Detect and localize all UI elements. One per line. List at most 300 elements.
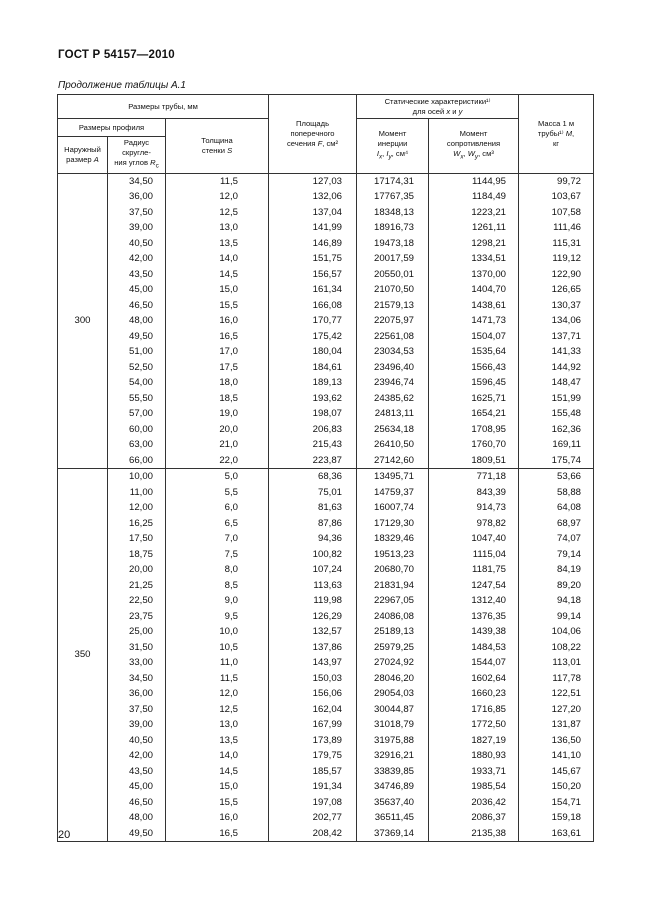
table-cell: 155,48 — [519, 406, 594, 422]
table-cell: 1312,40 — [429, 593, 519, 609]
table-cell: 1223,21 — [429, 205, 519, 221]
table-cell: 1504,07 — [429, 329, 519, 345]
table-cell: 1376,35 — [429, 609, 519, 625]
table-row — [58, 437, 594, 453]
table-cell: 23,75 — [108, 609, 166, 625]
table-row — [58, 717, 594, 733]
table-cell: 18,75 — [108, 547, 166, 563]
table-cell: 113,01 — [519, 655, 594, 671]
table-cell: 208,42 — [269, 826, 357, 842]
table-cell: 12,00 — [108, 500, 166, 516]
table-cell: 13495,71 — [357, 469, 429, 485]
table-cell: 17129,30 — [357, 516, 429, 532]
table-cell: 1625,71 — [429, 391, 519, 407]
table-cell: 16007,74 — [357, 500, 429, 516]
table-cell: 25979,25 — [357, 640, 429, 656]
table-cell: 81,63 — [269, 500, 357, 516]
table-cell: 66,00 — [108, 453, 166, 469]
table-cell: 1370,00 — [429, 267, 519, 283]
outer-size-cell: 300 — [58, 173, 108, 469]
table-cell: 1716,85 — [429, 702, 519, 718]
table-cell: 87,86 — [269, 516, 357, 532]
table-cell: 1566,43 — [429, 360, 519, 376]
table-cell: 37369,14 — [357, 826, 429, 842]
table-row — [58, 733, 594, 749]
table-cell: 36511,45 — [357, 810, 429, 826]
table-row — [58, 205, 594, 221]
table-cell: 141,10 — [519, 748, 594, 764]
table-cell: 1439,38 — [429, 624, 519, 640]
table-cell: 46,50 — [108, 298, 166, 314]
table-cell: 14,5 — [166, 764, 269, 780]
table-cell: 15,0 — [166, 282, 269, 298]
table-cell: 161,34 — [269, 282, 357, 298]
table-cell: 154,71 — [519, 795, 594, 811]
table-cell: 13,5 — [166, 733, 269, 749]
table-cell: 21579,13 — [357, 298, 429, 314]
table-row — [58, 453, 594, 469]
table-cell: 1880,93 — [429, 748, 519, 764]
table-cell: 119,98 — [269, 593, 357, 609]
table-cell: 117,78 — [519, 671, 594, 687]
table-cell: 20680,70 — [357, 562, 429, 578]
table-cell: 185,57 — [269, 764, 357, 780]
table-cell: 34,50 — [108, 671, 166, 687]
table-cell: 132,57 — [269, 624, 357, 640]
table-cell: 206,83 — [269, 422, 357, 438]
table-cell: 75,01 — [269, 485, 357, 501]
table-cell: 151,99 — [519, 391, 594, 407]
table-cell: 175,74 — [519, 453, 594, 469]
table-cell: 1144,95 — [429, 173, 519, 189]
table-cell: 22967,05 — [357, 593, 429, 609]
table-cell: 25189,13 — [357, 624, 429, 640]
table-cell: 1334,51 — [429, 251, 519, 267]
table-cell: 94,36 — [269, 531, 357, 547]
table-cell: 20017,59 — [357, 251, 429, 267]
table-cell: 1985,54 — [429, 779, 519, 795]
col-head-profile-sizes: Размеры профиля — [58, 119, 166, 137]
table-row — [58, 640, 594, 656]
table-row — [58, 578, 594, 594]
table-cell: 1596,45 — [429, 375, 519, 391]
table-cell: 49,50 — [108, 826, 166, 842]
col-head-mass: Масса 1 м трубы¹⁾ M, кг — [519, 95, 594, 174]
table-row — [58, 609, 594, 625]
table-cell: 39,00 — [108, 717, 166, 733]
table-cell: 43,50 — [108, 267, 166, 283]
table-cell: 7,5 — [166, 547, 269, 563]
table-cell: 189,13 — [269, 375, 357, 391]
table-cell: 1181,75 — [429, 562, 519, 578]
table-cell: 202,77 — [269, 810, 357, 826]
table-cell: 162,04 — [269, 702, 357, 718]
col-head-pipe-sizes: Размеры трубы, мм — [58, 95, 269, 119]
table-cell: 40,50 — [108, 236, 166, 252]
table-cell: 51,00 — [108, 344, 166, 360]
table-cell: 144,92 — [519, 360, 594, 376]
table-cell: 5,0 — [166, 469, 269, 485]
table-cell: 150,20 — [519, 779, 594, 795]
table-cell: 1602,64 — [429, 671, 519, 687]
table-cell: 914,73 — [429, 500, 519, 516]
table-cell: 68,36 — [269, 469, 357, 485]
col-head-outer-size: Наружный размер A — [58, 137, 108, 174]
table-cell: 12,0 — [166, 686, 269, 702]
table-cell: 10,5 — [166, 640, 269, 656]
table-cell: 34,50 — [108, 173, 166, 189]
table-cell: 30044,87 — [357, 702, 429, 718]
table-row — [58, 251, 594, 267]
table-cell: 193,62 — [269, 391, 357, 407]
table-cell: 21070,50 — [357, 282, 429, 298]
table-cell: 1471,73 — [429, 313, 519, 329]
table-cell: 1438,61 — [429, 298, 519, 314]
table-cell: 14,0 — [166, 748, 269, 764]
table-cell: 5,5 — [166, 485, 269, 501]
table-cell: 19,0 — [166, 406, 269, 422]
table-cell: 134,06 — [519, 313, 594, 329]
table-cell: 55,50 — [108, 391, 166, 407]
table-cell: 45,00 — [108, 779, 166, 795]
document-header: ГОСТ Р 54157—2010 — [58, 49, 175, 61]
table-cell: 57,00 — [108, 406, 166, 422]
table-cell: 17,5 — [166, 360, 269, 376]
table-cell: 32916,21 — [357, 748, 429, 764]
table-caption: Продолжение таблицы А.1 — [58, 80, 186, 91]
table-cell: 170,77 — [269, 313, 357, 329]
table-cell: 63,00 — [108, 437, 166, 453]
table-cell: 42,00 — [108, 748, 166, 764]
table-cell: 141,99 — [269, 220, 357, 236]
table-cell: 11,00 — [108, 485, 166, 501]
table-cell: 16,0 — [166, 810, 269, 826]
table-row — [58, 547, 594, 563]
table-cell: 1404,70 — [429, 282, 519, 298]
table-cell: 29054,03 — [357, 686, 429, 702]
table-row — [58, 779, 594, 795]
table-cell: 37,50 — [108, 205, 166, 221]
table-row — [58, 360, 594, 376]
table-cell: 108,22 — [519, 640, 594, 656]
table-row — [58, 298, 594, 314]
table-cell: 137,04 — [269, 205, 357, 221]
table-row — [58, 671, 594, 687]
table-cell: 14,0 — [166, 251, 269, 267]
table-cell: 34746,89 — [357, 779, 429, 795]
col-head-inertia: Момент инерции $I_x$, $I_y$, см⁴ — [357, 119, 429, 174]
table-cell: 22,50 — [108, 593, 166, 609]
table-cell: 13,0 — [166, 220, 269, 236]
table-cell: 132,06 — [269, 189, 357, 205]
table-cell: 150,03 — [269, 671, 357, 687]
table-cell: 11,0 — [166, 655, 269, 671]
table-cell: 18916,73 — [357, 220, 429, 236]
table-cell: 13,5 — [166, 236, 269, 252]
table-cell: 18348,13 — [357, 205, 429, 221]
table-cell: 1827,19 — [429, 733, 519, 749]
col-head-area: Площадь поперечного сечения F, см² — [269, 95, 357, 174]
table-cell: 15,5 — [166, 298, 269, 314]
table-cell: 191,34 — [269, 779, 357, 795]
table-cell: 111,46 — [519, 220, 594, 236]
table-cell: 1047,40 — [429, 531, 519, 547]
outer-size-cell: 350 — [58, 469, 108, 842]
table-cell: 24086,08 — [357, 609, 429, 625]
table-body — [58, 173, 594, 842]
table-cell: 9,0 — [166, 593, 269, 609]
table-cell: 179,75 — [269, 748, 357, 764]
table-row — [58, 531, 594, 547]
table-cell: 24385,62 — [357, 391, 429, 407]
table-cell: 113,63 — [269, 578, 357, 594]
table-cell: 148,47 — [519, 375, 594, 391]
table-cell: 48,00 — [108, 810, 166, 826]
table-cell: 58,88 — [519, 485, 594, 501]
table-cell: 180,04 — [269, 344, 357, 360]
table-cell: 10,0 — [166, 624, 269, 640]
col-head-radius: Радиус скругле- ния углов $R_с$ — [108, 137, 166, 174]
table-cell: 136,50 — [519, 733, 594, 749]
table-cell: 35637,40 — [357, 795, 429, 811]
table-row — [58, 189, 594, 205]
table-row — [58, 469, 594, 485]
table-row — [58, 344, 594, 360]
table-cell: 23946,74 — [357, 375, 429, 391]
table-cell: 37,50 — [108, 702, 166, 718]
table-cell: 137,71 — [519, 329, 594, 345]
table-cell: 156,57 — [269, 267, 357, 283]
table-cell: 13,0 — [166, 717, 269, 733]
table-row — [58, 655, 594, 671]
table-cell: 74,07 — [519, 531, 594, 547]
col-head-static: Статические характеристики¹⁾ для осей x и y — [357, 95, 519, 119]
table-cell: 1933,71 — [429, 764, 519, 780]
table-cell: 94,18 — [519, 593, 594, 609]
table-cell: 197,08 — [269, 795, 357, 811]
table-cell: 1809,51 — [429, 453, 519, 469]
table-cell: 162,36 — [519, 422, 594, 438]
table-cell: 19473,18 — [357, 236, 429, 252]
table-cell: 15,0 — [166, 779, 269, 795]
table-cell: 17,50 — [108, 531, 166, 547]
table-cell: 18,5 — [166, 391, 269, 407]
table-cell: 2086,37 — [429, 810, 519, 826]
table-cell: 21,25 — [108, 578, 166, 594]
table-cell: 53,66 — [519, 469, 594, 485]
table-cell: 31018,79 — [357, 717, 429, 733]
table-cell: 84,19 — [519, 562, 594, 578]
table-cell: 21,0 — [166, 437, 269, 453]
table-cell: 173,89 — [269, 733, 357, 749]
table-cell: 131,87 — [519, 717, 594, 733]
table-cell: 843,39 — [429, 485, 519, 501]
table-cell: 54,00 — [108, 375, 166, 391]
table-cell: 122,90 — [519, 267, 594, 283]
table-cell: 141,33 — [519, 344, 594, 360]
table-cell: 184,61 — [269, 360, 357, 376]
table-cell: 159,18 — [519, 810, 594, 826]
table-cell: 17,0 — [166, 344, 269, 360]
table-cell: 28046,20 — [357, 671, 429, 687]
table-cell: 2135,38 — [429, 826, 519, 842]
table-row — [58, 764, 594, 780]
table-cell: 1115,04 — [429, 547, 519, 563]
table-cell: 107,58 — [519, 205, 594, 221]
table-cell: 978,82 — [429, 516, 519, 532]
table-cell: 22075,97 — [357, 313, 429, 329]
table-cell: 1535,64 — [429, 344, 519, 360]
table-cell: 11,5 — [166, 173, 269, 189]
table-cell: 119,12 — [519, 251, 594, 267]
table-row — [58, 686, 594, 702]
table-cell: 6,0 — [166, 500, 269, 516]
table-cell: 6,5 — [166, 516, 269, 532]
table-cell: 9,5 — [166, 609, 269, 625]
table-row — [58, 329, 594, 345]
table-cell: 175,42 — [269, 329, 357, 345]
table-cell: 36,00 — [108, 686, 166, 702]
table-cell: 127,03 — [269, 173, 357, 189]
table-cell: 23034,53 — [357, 344, 429, 360]
table-cell: 16,0 — [166, 313, 269, 329]
table-cell: 40,50 — [108, 733, 166, 749]
table-cell: 1247,54 — [429, 578, 519, 594]
table-cell: 156,06 — [269, 686, 357, 702]
table-row — [58, 795, 594, 811]
table-row — [58, 267, 594, 283]
table-cell: 126,29 — [269, 609, 357, 625]
table-cell: 215,43 — [269, 437, 357, 453]
table-cell: 25634,18 — [357, 422, 429, 438]
table-cell: 18329,46 — [357, 531, 429, 547]
table-cell: 100,82 — [269, 547, 357, 563]
table-cell: 24813,11 — [357, 406, 429, 422]
table-cell: 12,5 — [166, 702, 269, 718]
table-cell: 27024,92 — [357, 655, 429, 671]
table-row — [58, 593, 594, 609]
table-row — [58, 810, 594, 826]
table-cell: 19513,23 — [357, 547, 429, 563]
table-cell: 163,61 — [519, 826, 594, 842]
table-cell: 130,37 — [519, 298, 594, 314]
table-cell: 1484,53 — [429, 640, 519, 656]
table-cell: 146,89 — [269, 236, 357, 252]
table-cell: 21831,94 — [357, 578, 429, 594]
table-cell: 11,5 — [166, 671, 269, 687]
table-row — [58, 826, 594, 842]
table-row — [58, 516, 594, 532]
table-cell: 115,31 — [519, 236, 594, 252]
table-cell: 151,75 — [269, 251, 357, 267]
table-cell: 126,65 — [519, 282, 594, 298]
table-cell: 17767,35 — [357, 189, 429, 205]
table-cell: 39,00 — [108, 220, 166, 236]
table-cell: 89,20 — [519, 578, 594, 594]
table-row — [58, 375, 594, 391]
table-cell: 107,24 — [269, 562, 357, 578]
table-cell: 122,51 — [519, 686, 594, 702]
data-table — [57, 94, 594, 842]
table-row — [58, 406, 594, 422]
table-cell: 79,14 — [519, 547, 594, 563]
table-cell: 27142,60 — [357, 453, 429, 469]
table-cell: 167,99 — [269, 717, 357, 733]
table-cell: 43,50 — [108, 764, 166, 780]
table-cell: 20,00 — [108, 562, 166, 578]
table-cell: 1660,23 — [429, 686, 519, 702]
table-cell: 169,11 — [519, 437, 594, 453]
table-cell: 166,08 — [269, 298, 357, 314]
table-cell: 22561,08 — [357, 329, 429, 345]
table-row — [58, 173, 594, 189]
table-row — [58, 220, 594, 236]
table-row — [58, 748, 594, 764]
table-cell: 103,67 — [519, 189, 594, 205]
table-row — [58, 422, 594, 438]
col-head-thickness: Толщина стенки S — [166, 119, 269, 174]
table-cell: 20,0 — [166, 422, 269, 438]
table-cell: 18,0 — [166, 375, 269, 391]
table-cell: 127,20 — [519, 702, 594, 718]
table-row — [58, 562, 594, 578]
table-cell: 36,00 — [108, 189, 166, 205]
table-cell: 16,5 — [166, 329, 269, 345]
table-row — [58, 624, 594, 640]
table-row — [58, 702, 594, 718]
table-cell: 23496,40 — [357, 360, 429, 376]
table-cell: 2036,42 — [429, 795, 519, 811]
table-cell: 31,50 — [108, 640, 166, 656]
table-row — [58, 391, 594, 407]
table-cell: 143,97 — [269, 655, 357, 671]
table-row — [58, 236, 594, 252]
table-cell: 223,87 — [269, 453, 357, 469]
table-row — [58, 313, 594, 329]
table-row — [58, 485, 594, 501]
table-cell: 60,00 — [108, 422, 166, 438]
table-cell: 15,5 — [166, 795, 269, 811]
table-cell: 1772,50 — [429, 717, 519, 733]
table-cell: 8,5 — [166, 578, 269, 594]
table-cell: 14759,37 — [357, 485, 429, 501]
table-row — [58, 282, 594, 298]
table-cell: 198,07 — [269, 406, 357, 422]
table-cell: 26410,50 — [357, 437, 429, 453]
table-cell: 145,67 — [519, 764, 594, 780]
table-cell: 25,00 — [108, 624, 166, 640]
table-cell: 1708,95 — [429, 422, 519, 438]
table-cell: 137,86 — [269, 640, 357, 656]
table-cell: 46,50 — [108, 795, 166, 811]
table-cell: 7,0 — [166, 531, 269, 547]
table-cell: 33,00 — [108, 655, 166, 671]
table-cell: 68,97 — [519, 516, 594, 532]
table-cell: 99,14 — [519, 609, 594, 625]
table-cell: 1184,49 — [429, 189, 519, 205]
col-head-resistance: Момент сопротивления $W_x$, $W_y$, см³ — [429, 119, 519, 174]
table-cell: 12,5 — [166, 205, 269, 221]
table-cell: 17174,31 — [357, 173, 429, 189]
table-cell: 104,06 — [519, 624, 594, 640]
table-cell: 1261,11 — [429, 220, 519, 236]
table-cell: 52,50 — [108, 360, 166, 376]
page-number: 20 — [58, 829, 71, 841]
table-cell: 8,0 — [166, 562, 269, 578]
table-row — [58, 500, 594, 516]
table-cell: 1544,07 — [429, 655, 519, 671]
table-cell: 14,5 — [166, 267, 269, 283]
